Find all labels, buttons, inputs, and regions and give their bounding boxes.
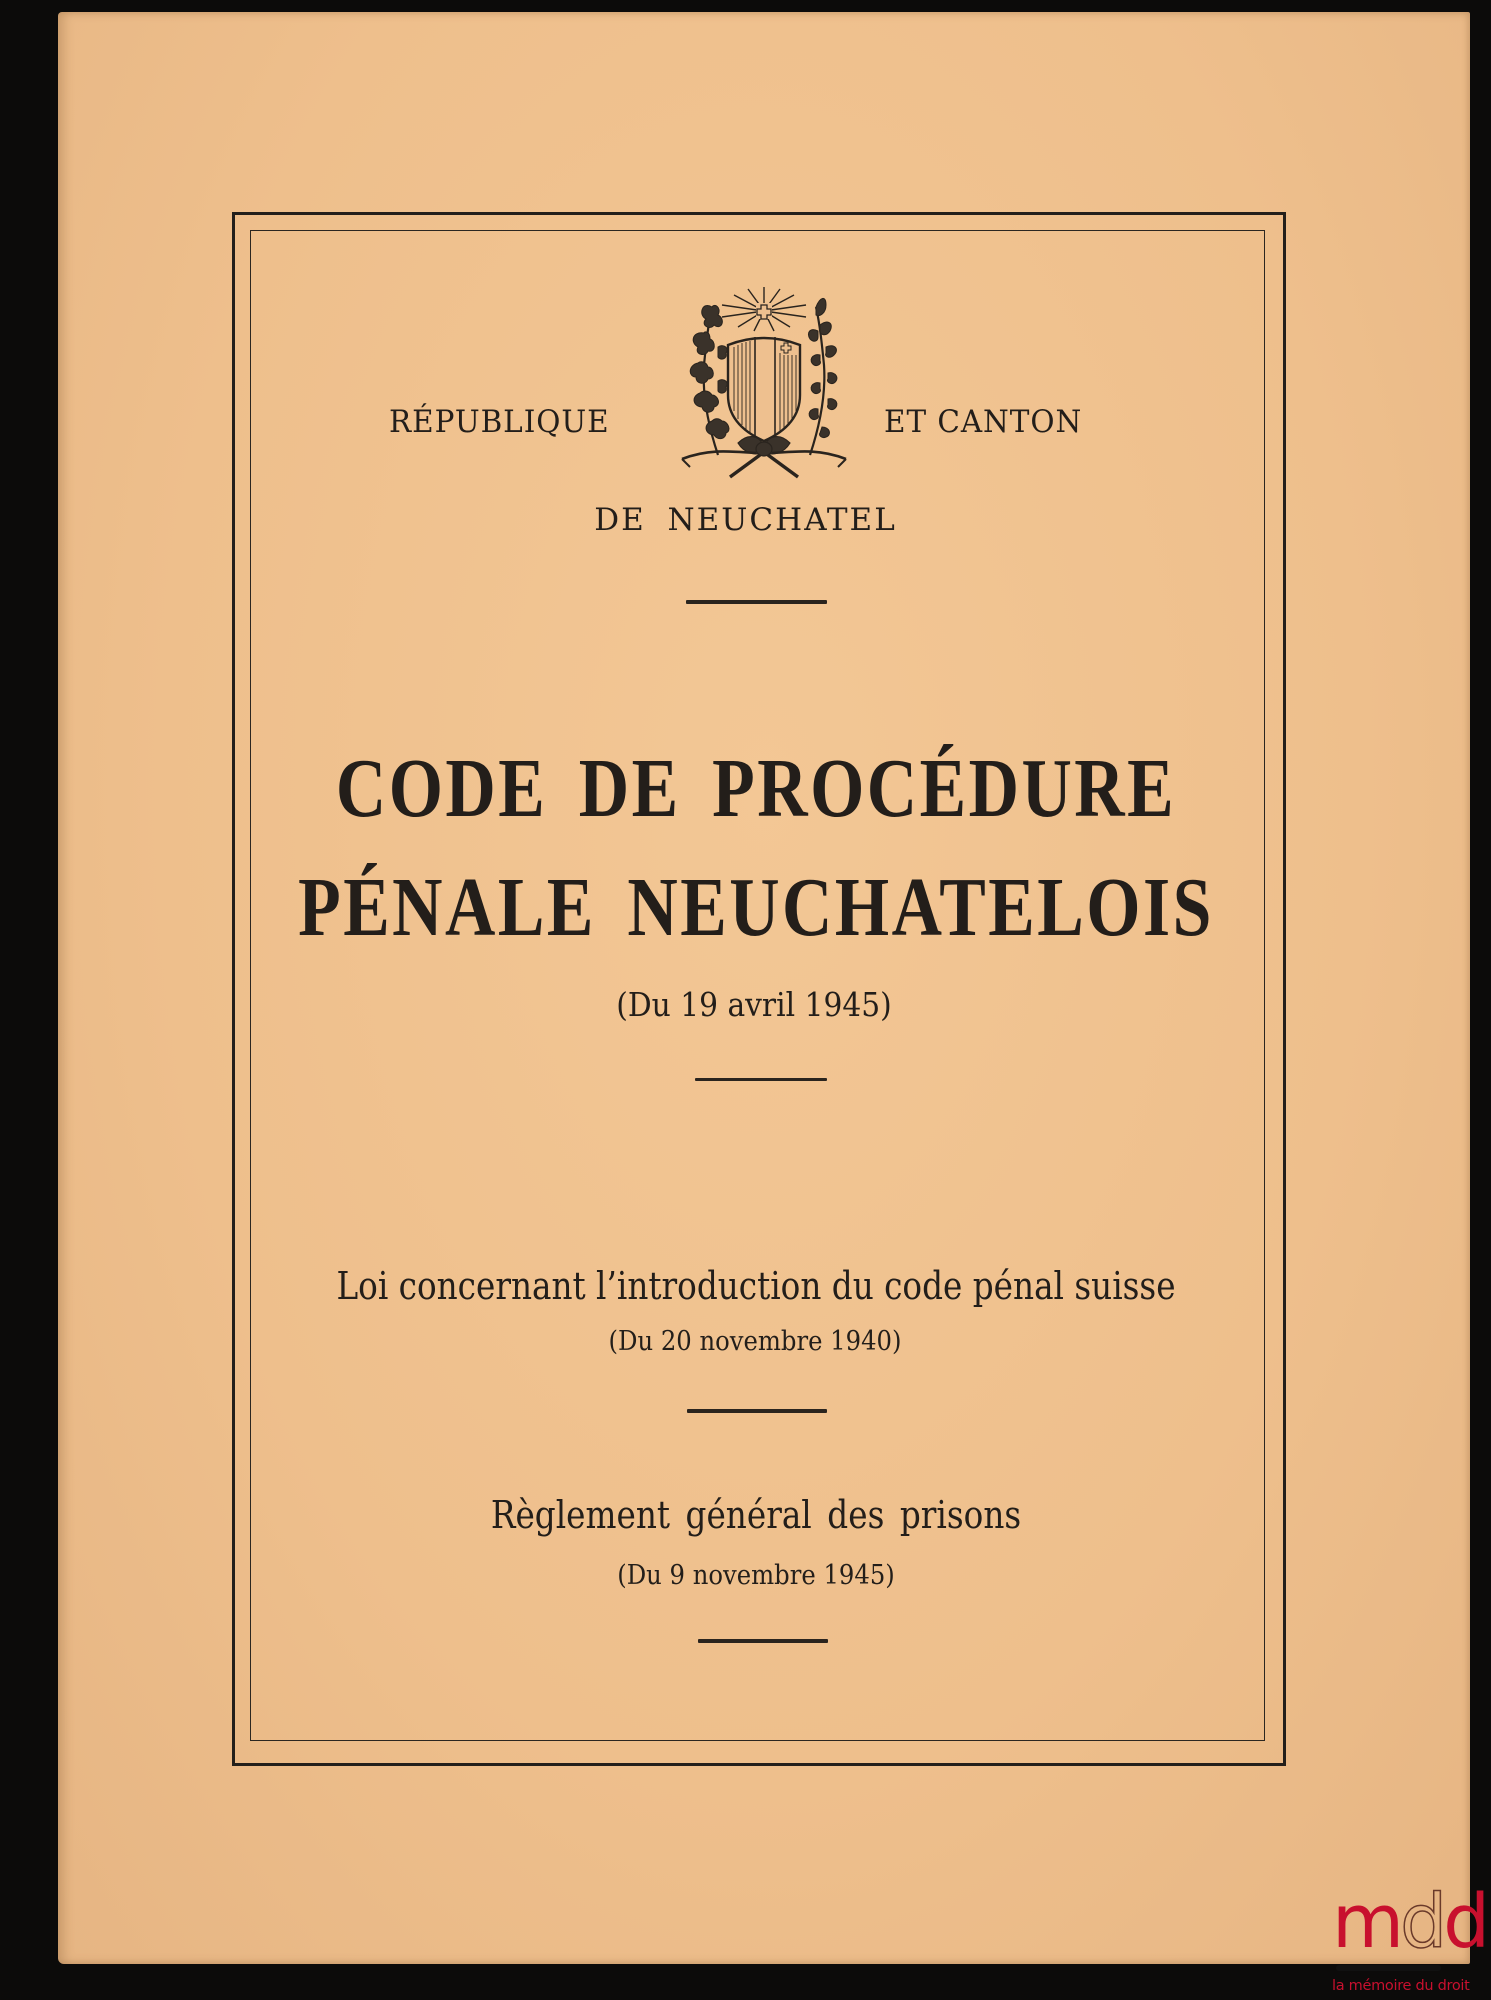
section-title-loi: Loi concernant l’introduction du code pénal suisse — [336, 1264, 1176, 1308]
section-title-reglement: Règlement général des prisons — [490, 1493, 1022, 1537]
logo-underline — [1336, 1965, 1441, 1971]
header-et-canton: ET CANTON — [884, 404, 1083, 440]
watermark-logo — [1330, 1879, 1491, 2000]
separator-rule — [695, 1078, 827, 1081]
main-title-line-1: CODE DE PROCÉDURE — [335, 742, 1177, 835]
separator-rule — [698, 1639, 828, 1643]
section-date-reglement: (Du 9 novembre 1945) — [617, 1560, 895, 1591]
main-title-line-2: PÉNALE NEUCHATELOIS — [298, 861, 1214, 954]
header-republique: RÉPUBLIQUE — [389, 404, 610, 440]
section-date-loi: (Du 20 novembre 1940) — [608, 1326, 902, 1357]
separator-rule — [687, 1409, 827, 1413]
header-de-neuchatel: DE NEUCHATEL — [594, 502, 897, 538]
main-title-date: (Du 19 avril 1945) — [616, 985, 892, 1024]
logo-tagline: la mémoire du droit — [1332, 1978, 1470, 1994]
neuchatel-coat-of-arms-icon — [678, 285, 850, 479]
separator-rule — [686, 600, 827, 604]
mdd-logo-icon: mdd — [1332, 1879, 1487, 1965]
